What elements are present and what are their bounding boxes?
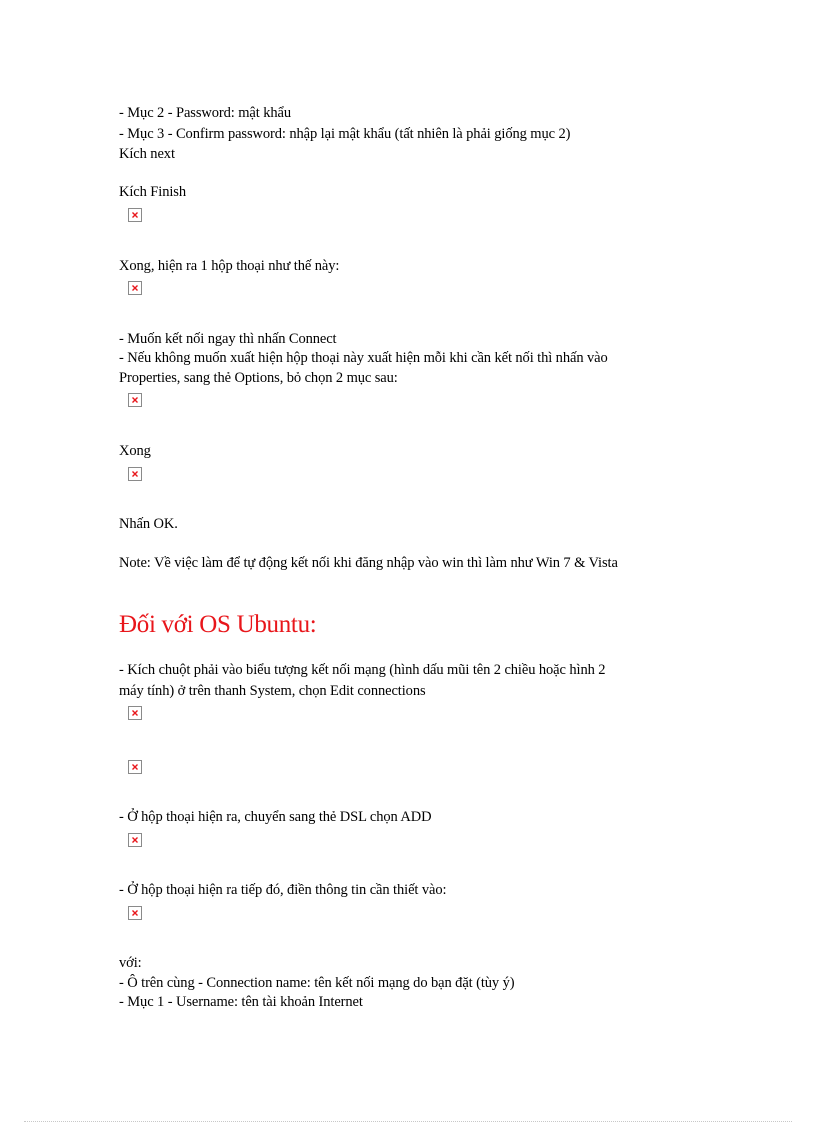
text-line: Xong [119,443,151,459]
text-line: Kích next [119,146,175,162]
text-line: Xong, hiện ra 1 hộp thoại như thế này: [119,258,340,274]
text-line: - Muốn kết nối ngay thì nhấn Connect [119,331,337,347]
text-line: - Kích chuột phải vào biểu tượng kết nối mạng (hình dấu mũi tên 2 chiều hoặc hình 2 [119,662,606,678]
broken-image-icon [128,760,142,774]
text-line: - Mục 2 - Password: mật khẩu [119,105,291,121]
text-line: Nhấn OK. [119,516,178,532]
page-bottom-rule [24,1121,792,1122]
broken-image-icon [128,467,142,481]
text-line: - Ô trên cùng - Connection name: tên kết nối mạng do bạn đặt (tùy ý) [119,975,515,991]
text-line: - Ở hộp thoại hiện ra, chuyển sang thẻ DSL chọn ADD [119,809,432,825]
broken-image-icon [128,833,142,847]
broken-image-icon [128,208,142,222]
broken-image-icon [128,906,142,920]
note-line: Note: Về việc làm để tự động kết nối khi đăng nhập vào win thì làm như Win 7 & Vista [119,555,618,571]
broken-image-icon [128,281,142,295]
text-line: - Mục 3 - Confirm password: nhập lại mật khẩu (tất nhiên là phải giống mục 2) [119,126,571,142]
text-line: Kích Finish [119,184,186,200]
text-line: - Nếu không muốn xuất hiện hộp thoại này xuất hiện mỗi khi cần kết nối thì nhấn vào [119,350,608,366]
section-heading: Đối với OS Ubuntu: [119,611,317,638]
text-line: - Mục 1 - Username: tên tài khoản Internet [119,994,363,1010]
broken-image-icon [128,706,142,720]
text-line: máy tính) ở trên thanh System, chọn Edit connections [119,683,426,699]
text-line: - Ở hộp thoại hiện ra tiếp đó, điền thông tin cần thiết vào: [119,882,447,898]
text-line: với: [119,955,142,971]
broken-image-icon [128,393,142,407]
text-line: Properties, sang thẻ Options, bỏ chọn 2 mục sau: [119,370,398,386]
